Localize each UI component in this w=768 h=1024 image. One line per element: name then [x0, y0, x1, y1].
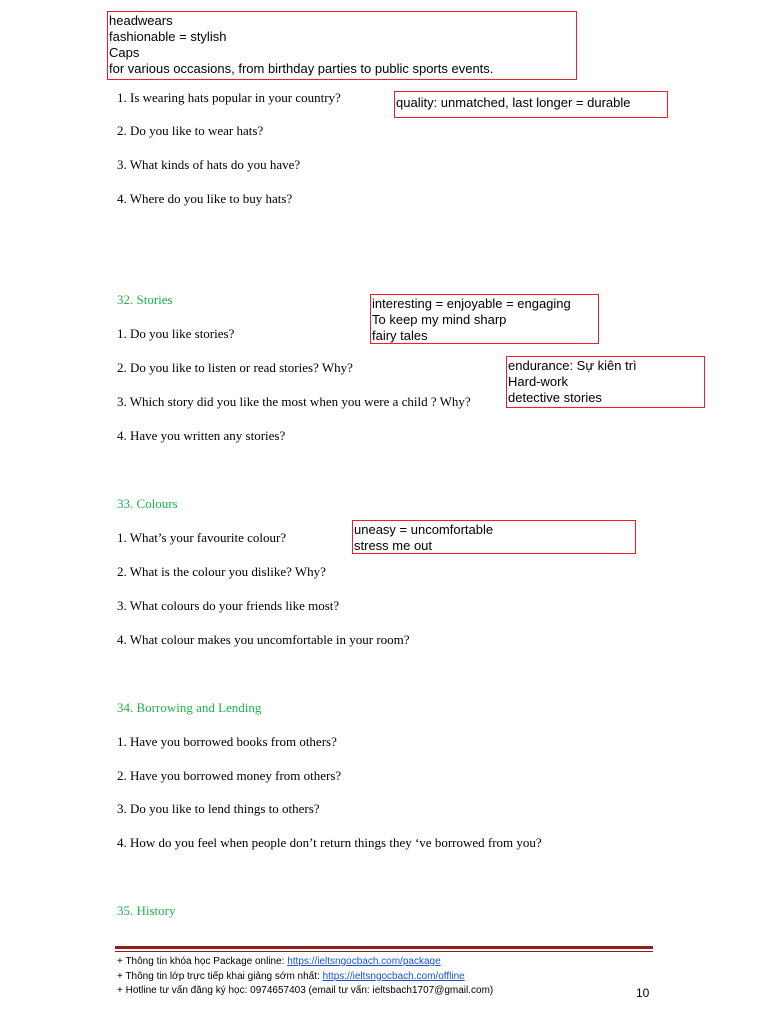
note-line: headwears	[109, 13, 173, 28]
note-line: detective stories	[508, 390, 602, 405]
question-borrowing-2: 2. Have you borrowed money from others?	[117, 768, 342, 783]
question-stories-4: 4. Have you written any stories?	[117, 428, 286, 443]
question-hats-1: 1. Is wearing hats popular in your country?	[117, 90, 341, 105]
note-box-uneasy	[352, 520, 636, 554]
section-heading-stories: 32. Stories	[117, 292, 173, 307]
footer-rule-thin	[115, 951, 653, 952]
note-line: Caps	[109, 45, 140, 60]
note-line: for various occasions, from birthday parties to public sports events.	[109, 61, 494, 76]
section-heading-borrowing: 34. Borrowing and Lending	[117, 700, 262, 715]
footer	[117, 955, 493, 999]
question-stories-3: 3. Which story did you like the most when you were a child ? Why?	[117, 394, 471, 409]
question-borrowing-3: 3. Do you like to lend things to others?	[117, 801, 320, 816]
note-line: quality: unmatched, last longer = durable	[396, 95, 631, 110]
question-hats-2: 2. Do you like to wear hats?	[117, 123, 264, 138]
question-borrowing-1: 1. Have you borrowed books from others?	[117, 734, 337, 749]
note-line: uneasy = uncomfortable	[354, 522, 494, 537]
note-box-endurance	[506, 356, 705, 408]
footer-rule	[115, 946, 653, 949]
package-link[interactable]: https://ieltsngocbach.com/package	[287, 956, 441, 967]
footer-line-offline	[117, 970, 493, 985]
note-line: stress me out	[354, 538, 433, 553]
note-line: fashionable = stylish	[109, 29, 227, 44]
question-colours-4: 4. What colour makes you uncomfortable in your room?	[117, 632, 410, 647]
question-borrowing-4: 4. How do you feel when people don’t return things they ‘ve borrowed from you?	[117, 835, 542, 850]
page-number: 10	[636, 986, 650, 1000]
question-stories-1: 1. Do you like stories?	[117, 326, 235, 341]
footer-line-hotline: + Hotline tư vấn đăng ký học: 0974657403 (email tư vấn: ieltsbach1707@gmail.com)	[117, 985, 494, 996]
note-box-headwears	[107, 11, 577, 80]
footer-label-package: + Thông tin khóa học Package online:	[117, 956, 288, 967]
note-line: interesting = enjoyable = engaging	[372, 296, 571, 311]
section-heading-history: 35. History	[117, 903, 176, 918]
note-line: To keep my mind sharp	[372, 312, 507, 327]
note-line: Hard-work	[508, 374, 568, 389]
section-heading-colours: 33. Colours	[117, 496, 178, 511]
offline-link[interactable]: https://ieltsngocbach.com/offline	[322, 970, 465, 982]
footer-label-offline: + Thông tin lớp trực tiếp khai giảng sớm nhất:	[117, 970, 323, 982]
question-colours-3: 3. What colours do your friends like most?	[117, 598, 340, 613]
note-box-stories-vocab	[370, 294, 599, 344]
question-stories-2: 2. Do you like to listen or read stories? Why?	[117, 360, 353, 375]
note-box-quality	[394, 91, 668, 118]
question-hats-4: 4. Where do you like to buy hats?	[117, 191, 293, 206]
footer-line-package	[117, 955, 493, 970]
question-colours-1: 1. What’s your favourite colour?	[117, 530, 287, 545]
question-colours-2: 2. What is the colour you dislike? Why?	[117, 564, 326, 579]
question-hats-3: 3. What kinds of hats do you have?	[117, 157, 301, 172]
note-line: fairy tales	[372, 328, 428, 343]
note-line: endurance: Sự kiên trì	[508, 358, 637, 373]
